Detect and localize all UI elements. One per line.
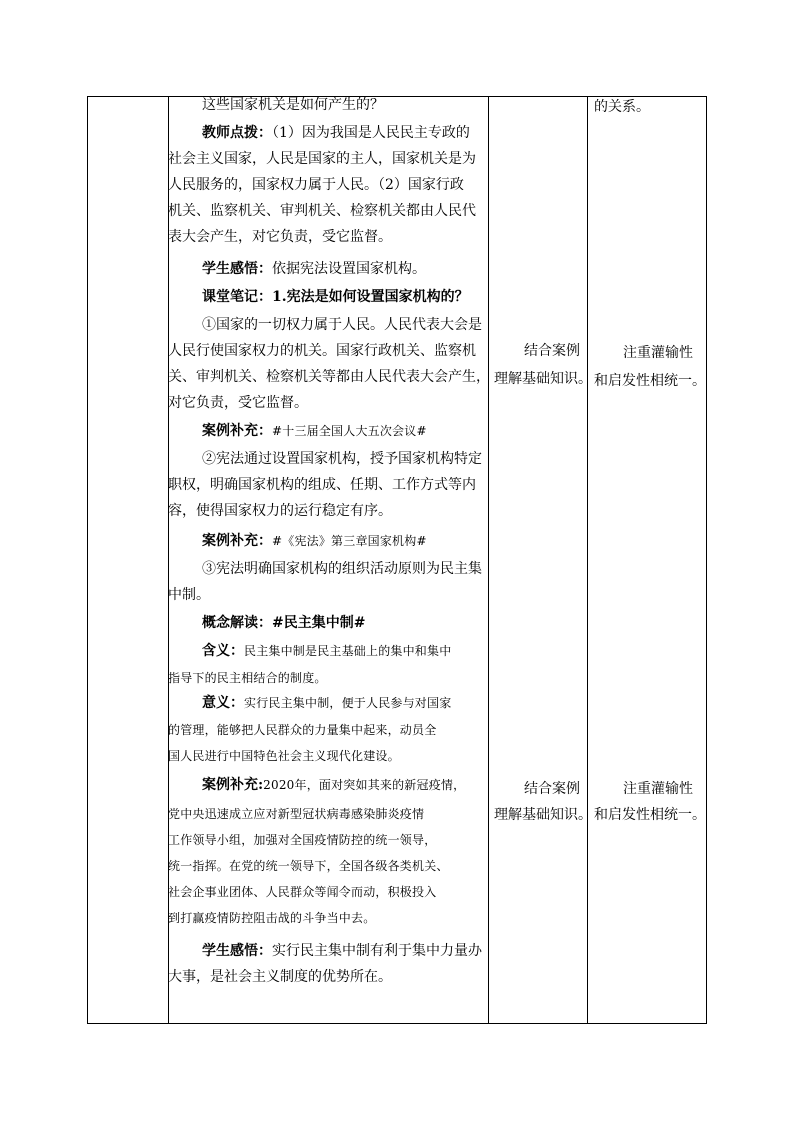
student-insight: 学生感悟：依据宪法设置国家机构。	[202, 261, 426, 277]
design-intent-2: 结合案例	[524, 781, 580, 797]
remark-2b: 和启发性相统一。	[594, 807, 706, 823]
case-supplement: 案例补充：#《宪法》第三章国家机构#	[202, 533, 427, 549]
significance-line: 意义：实行民主集中制，便于人民参与对国家	[202, 695, 452, 711]
student-insight: 学生感悟：实行民主集中制有利于集中力量办	[202, 943, 482, 959]
text-line: 社会主义国家，人民是国家的主人，国家机关是为	[168, 151, 476, 167]
remark-1: 注重灌输性	[623, 345, 693, 361]
column-divider	[587, 97, 588, 1023]
text-line: 职权，明确国家机构的组成、任期、工作方式等内	[168, 477, 476, 493]
text-line: 机关、监察机关、审判机关、检察机关都由人民代	[168, 203, 476, 219]
text-line: 人民行使国家权力的机关。国家行政机关、监察机	[168, 343, 476, 359]
text-line: 人民服务的，国家权力属于人民。（2）国家行政	[168, 177, 464, 193]
text-line: 关、审判机关、检察机关等都由人民代表大会产生，	[168, 369, 490, 385]
text-line: 表大会产生，对它负责，受它监督。	[168, 229, 392, 245]
case-supplement: 案例补充：#十三届全国人大五次会议#	[202, 423, 427, 439]
text-line: 指导下的民主相结合的制度。	[168, 671, 327, 685]
text-line: 社会企事业团体、人民群众等闻令而动，积极投入	[168, 885, 437, 899]
remark-1b: 和启发性相统一。	[594, 373, 706, 389]
class-notes: 课堂笔记：1.宪法是如何设置国家机构的？	[202, 289, 469, 305]
text-line: 统一指挥。在党的统一领导下，全国各级各类机关、	[168, 859, 449, 873]
text-line: 大事，是社会主义制度的优势所在。	[168, 969, 392, 985]
text-line: ②宪法通过设置国家机构，授予国家机构特定	[202, 451, 482, 467]
design-intent-1b: 理解基础知识。	[494, 371, 592, 387]
remark-top: 的关系。	[594, 99, 650, 115]
text-line: 中制。	[168, 587, 210, 603]
text-line: 党中央迅速成立应对新型冠状病毒感染肺炎疫情	[168, 807, 425, 821]
concept-interpretation: 概念解读：#民主集中制#	[202, 615, 366, 631]
design-intent-2b: 理解基础知识。	[494, 807, 592, 823]
text-line: 工作领导小组，加强对全国疫情防控的统一领导，	[168, 833, 437, 847]
text-line: ③宪法明确国家机构的组织活动原则为民主集	[202, 561, 482, 577]
text-line: ①国家的一切权力属于人民。人民代表大会是	[202, 317, 482, 333]
question-line: 这些国家机关是如何产生的？	[202, 97, 384, 113]
teacher-guidance: 教师点拨：（1）因为我国是人民民主专政的	[202, 125, 470, 141]
text-line: 国人民进行中国特色社会主义现代化建设。	[168, 749, 400, 763]
meaning-line: 含义：民主集中制是民主基础上的集中和集中	[202, 643, 452, 659]
text-line: 的管理，能够把人民群众的力量集中起来，动员全	[168, 723, 437, 737]
design-intent-1: 结合案例	[524, 343, 580, 359]
text-line: 对它负责，受它监督。	[168, 395, 308, 411]
case-supplement: 案例补充:2020年，面对突如其来的新冠疫情，	[202, 777, 466, 793]
text-line: 到打赢疫情防控阻击战的斗争当中去。	[168, 911, 376, 925]
text-line: 容，使得国家权力的运行稳定有序。	[168, 503, 392, 519]
remark-2: 注重灌输性	[623, 781, 693, 797]
